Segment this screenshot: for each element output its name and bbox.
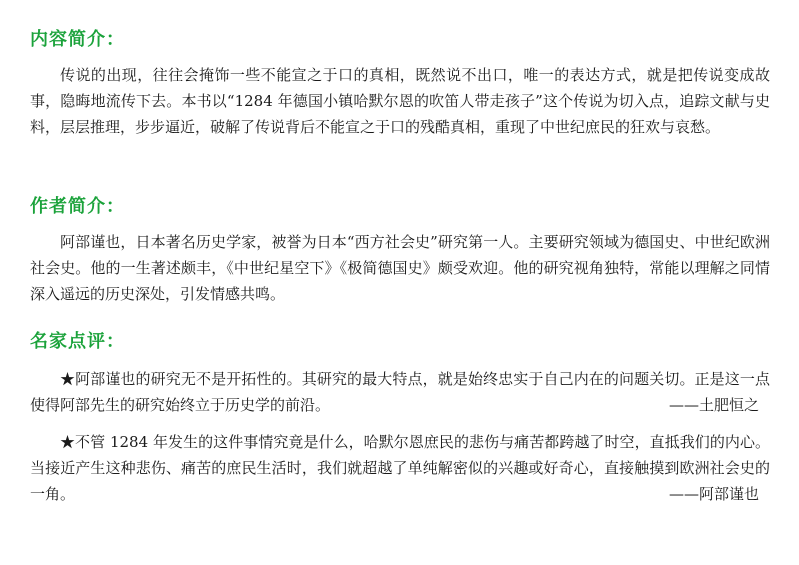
reviews-heading: 名家点评： (30, 331, 125, 352)
author-text: 阿部谨也，日本著名历史学家，被誉为日本“西方社会史”研究第一人。主要研究领域为德国史、中世纪欧洲社会史。他的一生著述颇丰，《中世纪星空下》《极简德国史》颇受欢迎。他的研究视角独特，常能以理解之同情深入遥远的历史深处，引发情感共鸣。 (30, 233, 770, 303)
intro-text: 传说的出现，往往会掩饰一些不能宣之于口的真相，既然说不出口，唯一的表达方式，就是把传说变成故事，隐晦地流传下去。本书以“1284 年德国小镇哈默尔恩的吹笛人带走孩子”这个传说为切入点，追踪文献与史料，层层推理，步步逼近，破解了传说背后不能宣之于口的残酷真相，重现了中世纪庶民的狂欢与哀愁。 (30, 66, 770, 136)
intro-heading: 内容简介： (30, 29, 125, 50)
review-item: ★阿部谨也的研究无不是开拓性的。其研究的最大特点，就是始终忠实于自己内在的问题关切。正是这一点使得阿部先生的研究始终立于历史学的前沿。 (30, 370, 770, 414)
review-attribution: ——阿部谨也 (668, 485, 759, 503)
review-item: ★不管 1284 年发生的这件事情究竟是什么，哈默尔恩庶民的悲伤与痛苦都跨越了时空，直抵我们的内心。当接近产生这种悲伤、痛苦的庶民生活时，我们就超越了单纯解密似的兴趣或好奇心，直接触摸到欧洲社会史的一角。 (30, 433, 770, 503)
review-attribution: ——土肥恒之 (668, 396, 759, 414)
author-heading: 作者简介： (30, 196, 125, 217)
